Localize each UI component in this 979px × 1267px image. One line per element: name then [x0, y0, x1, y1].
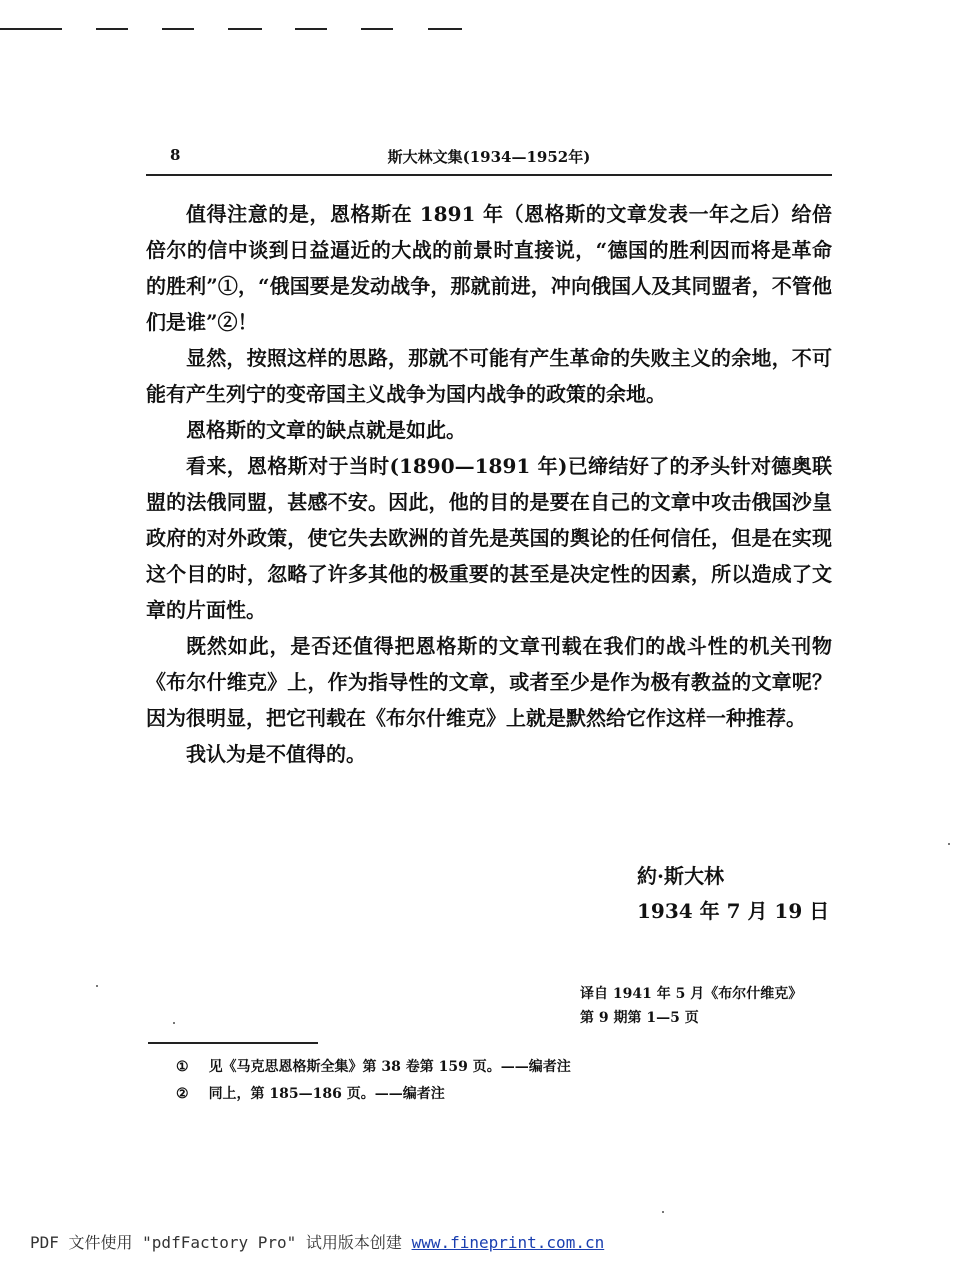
- scan-speck: [948, 843, 950, 845]
- running-title: 斯大林文集(1934—1952年): [387, 148, 591, 166]
- footnote: [176, 1081, 571, 1108]
- pdf-footer-text: PDF 文件使用 "pdfFactory Pro" 试用版本创建: [30, 1233, 412, 1252]
- source-note: [580, 982, 802, 1030]
- fineprint-link[interactable]: www.fineprint.com.cn: [411, 1233, 605, 1252]
- footnote-rule: [148, 1042, 318, 1044]
- source-note-line: 第 9 期第 1—5 页: [580, 1010, 699, 1026]
- paragraph: 显然，按照这样的思路，那就不可能有产生革命的失败主义的余地，不可能有产生列宁的变帝国主义战争为国内战争的政策的余地。: [146, 346, 832, 406]
- footnote-text: 见《马克思恩格斯全集》第 38 卷第 159 页。——编者注: [208, 1059, 571, 1075]
- scan-speck: [96, 985, 98, 987]
- paragraph: 值得注意的是，恩格斯在 1891 年（恩格斯的文章发表一年之后）给倍倍尔的信中谈到日益逼近的大战的前景时直接说，“德国的胜利因而将是革命的胜利”①，“俄国要是发动战争，那就前进，冲向俄国人及其同盟者，不管他们是谁”②！: [146, 202, 832, 334]
- paragraph: 我认为是不值得的。: [186, 742, 366, 766]
- footnote-marker: ②: [176, 1086, 189, 1102]
- header-rule: [146, 174, 832, 176]
- pdf-watermark-footer: [30, 1230, 604, 1253]
- paragraph: 看来，恩格斯对于当时(1890—1891 年)已缔结好了的矛头针对德奥联盟的法俄同盟，甚感不安。因此，他的目的是要在自己的文章中攻击俄国沙皇政府的对外政策，使它失去欧洲的首先是英国的舆论的任何信任，但是在实现这个目的时，忽略了许多其他的极重要的甚至是决定性的因素，所以造成了文章的片面性。: [146, 454, 832, 622]
- page-header: [146, 146, 832, 170]
- signature-name: 約·斯大林: [637, 864, 724, 888]
- paragraph: 既然如此，是否还值得把恩格斯的文章刊载在我们的战斗性的机关刊物《布尔什维克》上，作为指导性的文章，或者至少是作为极有教益的文章呢？因为很明显，把它刊载在《布尔什维克》上就是默然给它作这样一种推荐。: [146, 634, 832, 730]
- scan-edge-dashes: [0, 28, 470, 31]
- page-number: 8: [170, 146, 181, 164]
- scan-speck: [173, 1022, 175, 1024]
- footnote: [176, 1054, 571, 1081]
- paragraph: 恩格斯的文章的缺点就是如此。: [186, 418, 466, 442]
- body-text: [146, 196, 832, 772]
- footnotes: [176, 1054, 571, 1108]
- footnote-text: 同上，第 185—186 页。——编者注: [208, 1086, 445, 1102]
- signature-date: 1934 年 7 月 19 日: [637, 899, 830, 923]
- source-note-line: 译自 1941 年 5 月《布尔什维克》: [580, 986, 803, 1002]
- footnote-marker: ①: [176, 1059, 189, 1075]
- scan-speck: [662, 1211, 664, 1213]
